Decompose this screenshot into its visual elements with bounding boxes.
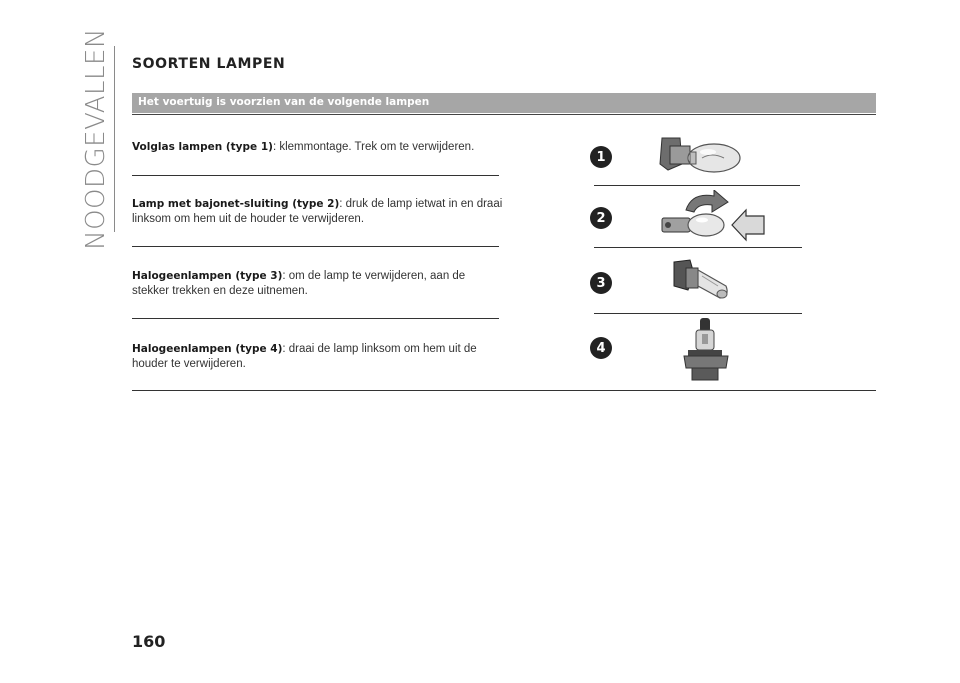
section-label: NOODGEVALLEN <box>81 28 111 250</box>
section-bottom-rule <box>132 390 876 391</box>
figure-label-4: 4 <box>590 337 612 359</box>
entry-divider <box>132 175 499 176</box>
figure-divider <box>594 313 802 314</box>
halogen-bulb-h7-icon <box>678 316 734 382</box>
halogen-bulb-h4-icon <box>664 256 754 310</box>
page-title: SOORTEN LAMPEN <box>132 56 286 72</box>
entry-divider <box>132 318 499 319</box>
figure-label-2: 2 <box>590 207 612 229</box>
entry-type-1 <box>132 140 504 155</box>
figure-label-3: 3 <box>590 272 612 294</box>
entry-description: : draai de lamp linksom om hem uit de houder te verwijderen. <box>132 343 477 370</box>
bayonet-bulb-icon <box>652 190 772 242</box>
entry-type-3 <box>132 269 504 298</box>
entry-type-4 <box>132 342 504 371</box>
entry-term: Halogeenlampen (type 4) <box>132 343 283 355</box>
entry-type-2 <box>132 197 504 226</box>
entry-term: Lamp met bajonet-sluiting (type 2) <box>132 198 340 210</box>
entry-description: : druk de lamp ietwat in en draai linksom om hem uit de houder te verwijderen. <box>132 198 503 225</box>
section-side-title <box>78 28 114 250</box>
subtitle-band <box>132 93 876 113</box>
band-underline <box>132 114 876 115</box>
entry-description: : om de lamp te verwijderen, aan de stekker trekken en deze uitnemen. <box>132 270 466 297</box>
entry-term: Halogeenlampen (type 3) <box>132 270 283 282</box>
figure-divider <box>594 247 802 248</box>
figure-divider <box>594 185 800 186</box>
entry-divider <box>132 246 499 247</box>
figure-label-1: 1 <box>590 146 612 168</box>
entry-term: Volglas lampen (type 1) <box>132 141 273 153</box>
subtitle: Het voertuig is voorzien van de volgende lampen <box>138 96 430 108</box>
entry-description: : klemmontage. Trek om te verwijderen. <box>272 141 475 153</box>
side-divider <box>114 46 115 232</box>
page-number: 160 <box>132 632 166 651</box>
wedge-bulb-icon <box>648 130 758 182</box>
